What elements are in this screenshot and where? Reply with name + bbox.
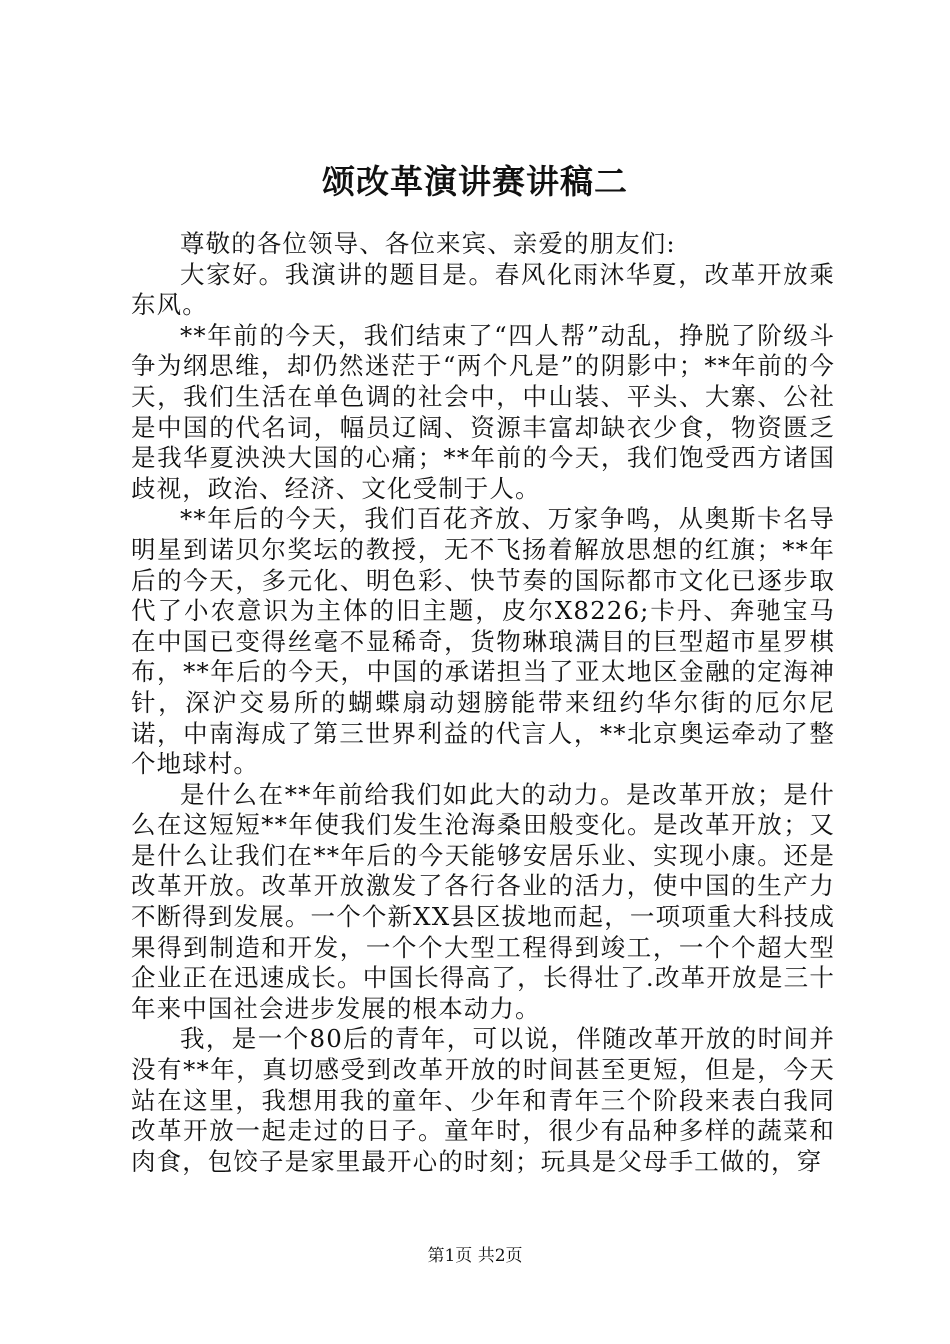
page-number-footer: 第1页 共2页 <box>427 1246 523 1266</box>
paragraph-present: **年后的今天，我们百花齐放、万家争鸣，从奥斯卡名导明星到诺贝尔奖坛的教授，无不飞扬着解放思想的红旗；**年后的今天，多元化、明色彩、快节奏的国际都市文化已逐步取代了小农意识为主体的旧主题，皮尔X8226;卡丹、奔驰宝马在中国已变得丝毫不显稀奇，货物琳琅满目的巨型超市星罗棋布，**年后的今天，中国的承诺担当了亚太地区金融的定海神针，深沪交易所的蝴蝶扇动翅膀能带来纽约华尔街的厄尔尼诺，中南海成了第三世界利益的代言人，**北京奥运牵动了整个地球村。 <box>131 504 835 779</box>
paragraph-past: **年前的今天，我们结束了“四人帮”动乱，挣脱了阶级斗争为纲思维，却仍然迷茫于“两个凡是”的阴影中；**年前的今天，我们生活在单色调的社会中，中山装、平头、大寨、公社是中国的代名词，幅员辽阔、资源丰富却缺衣少食，物资匮乏是我华夏泱泱大国的心痛；**年前的今天，我们饱受西方诸国歧视，政治、经济、文化受制于人。 <box>131 320 835 503</box>
paragraph-reform-power: 是什么在**年前给我们如此大的动力。是改革开放；是什么在这短短**年使我们发生沧海桑田般变化。是改革开放；又是什么让我们在**年后的今天能够安居乐业、实现小康。还是改革开放。改革开放激发了各行各业的活力，使中国的生产力不断得到发展。一个个新XX县区拔地而起，一项项重大科技成果得到制造和开发，一个个大型工程得到竣工，一个个超大型企业正在迅速成长。中国长得高了，长得壮了.改革开放是三十年来中国社会进步发展的根本动力。 <box>131 779 835 1023</box>
paragraph-intro: 大家好。我演讲的题目是。春风化雨沐华夏，改革开放乘东风。 <box>131 259 835 320</box>
paragraph-greeting: 尊敬的各位领导、各位来宾、亲爱的朋友们: <box>180 229 676 258</box>
paragraph-personal: 我，是一个80后的青年，可以说，伴随改革开放的时间并没有**年，真切感受到改革开放的时间甚至更短，但是，今天站在这里，我想用我的童年、少年和青年三个阶段来表白我同改革开放一起走过的日子。童年时，很少有品种多样的蔬菜和肉食，包饺子是家里最开心的时刻；玩具是父母手工做的，穿 <box>131 1024 835 1176</box>
document-title: 颂改革演讲赛讲稿二 <box>322 162 628 201</box>
document-body <box>131 229 835 1177</box>
